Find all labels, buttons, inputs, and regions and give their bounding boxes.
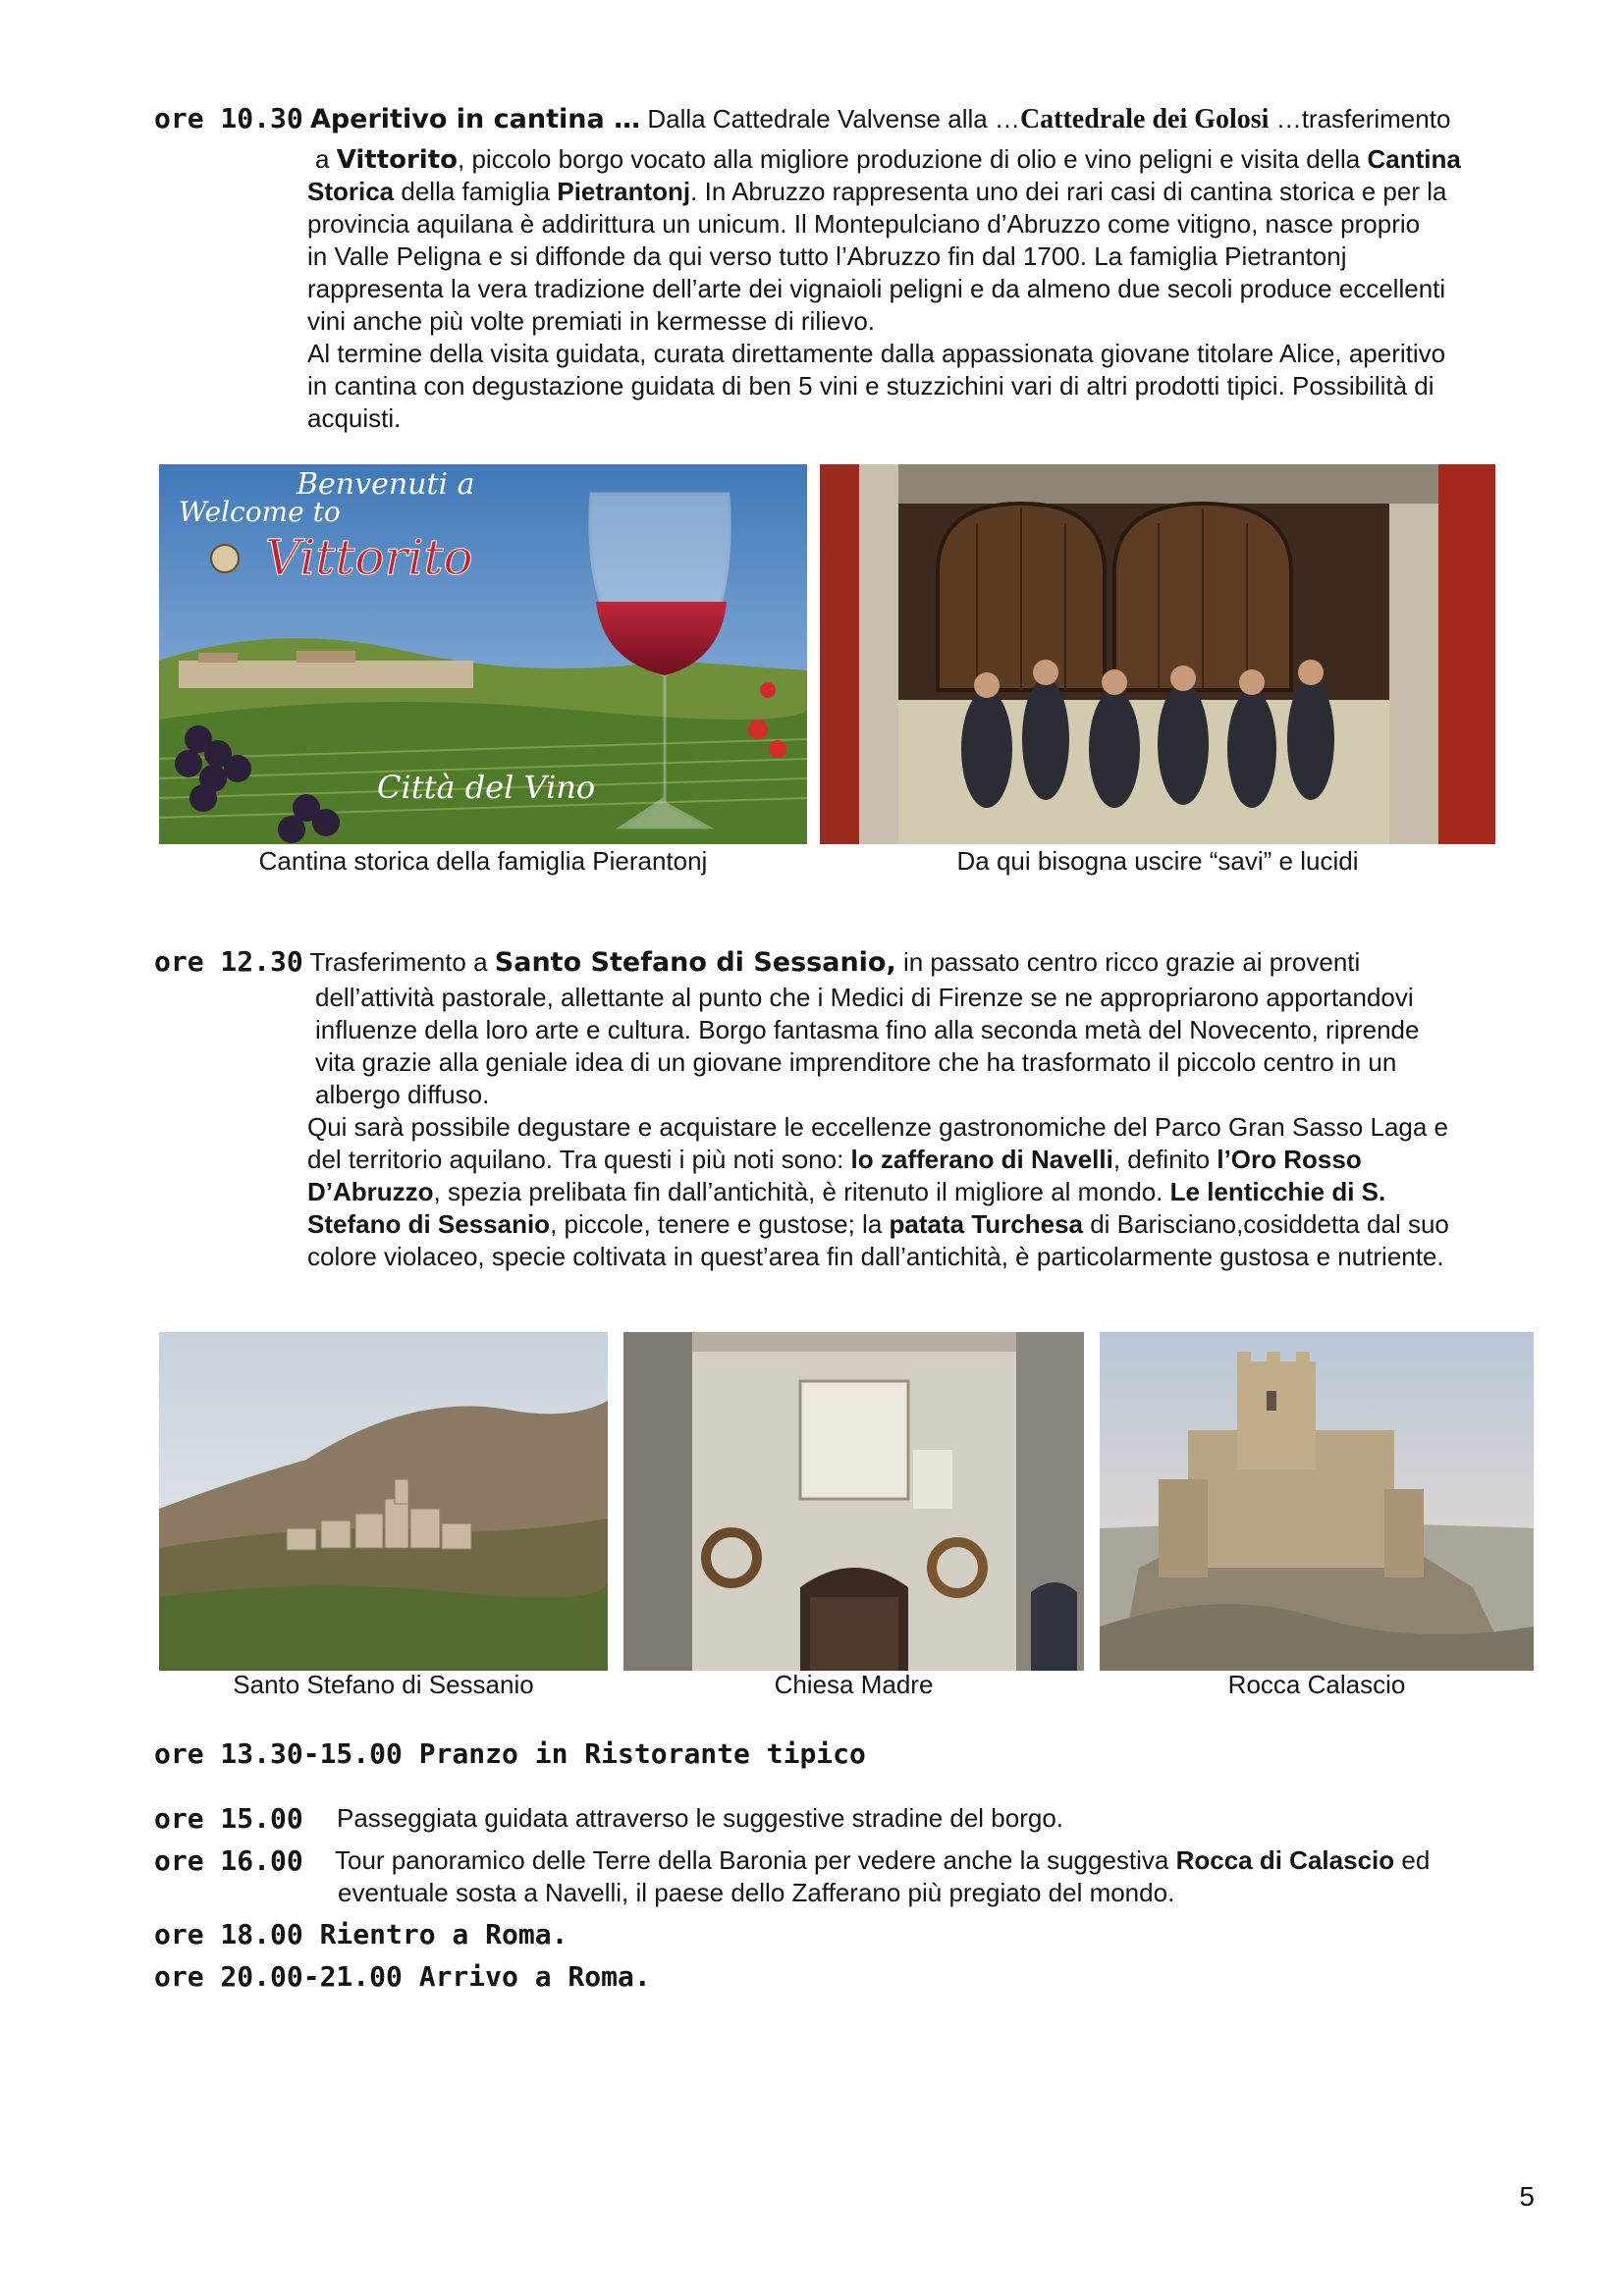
page-number: 5 — [1519, 2181, 1535, 2212]
s2-line-6: Qui sarà possibile degustare e acquistare le eccellenze gastronomiche del Parco Gran Sasso Laga e — [307, 1112, 1449, 1142]
s2-l8a: D’Abruzzo — [307, 1177, 434, 1206]
cellar-visit-image — [820, 464, 1495, 844]
s2-l7c: , definito — [1112, 1145, 1217, 1174]
t15-line — [154, 1802, 303, 1836]
t15-text: Passeggiata guidata attraverso le suggestive stradine del borgo. — [337, 1803, 1064, 1833]
rocca-calascio-image — [1100, 1332, 1534, 1671]
s1-l2a: a — [315, 144, 337, 174]
poster-line1: Benvenuti a — [297, 467, 475, 502]
s2-l9b: , piccole, tenere e gustose; la — [550, 1209, 890, 1239]
s2-l7d: l’Oro Rosso — [1217, 1145, 1362, 1174]
s1-l1c: …trasferimento — [1269, 104, 1451, 133]
s1-line-7: vini anche più volte premiati in kermesse di rilievo. — [307, 306, 876, 336]
s2-line-2: dell’attività pastorale, allettante al punto che i Medici di Firenze se ne appropriarono apportandovi — [315, 983, 1414, 1012]
s1-line-10: acquisti. — [307, 403, 402, 433]
lunch-line — [154, 1737, 866, 1771]
t16c: ed — [1394, 1845, 1431, 1875]
s2-line-9 — [307, 1208, 1449, 1241]
s2-line-7 — [307, 1144, 1362, 1176]
s2-l9c: patata Turchesa — [889, 1209, 1083, 1239]
s1-line-6: rappresenta la vera tradizione dell’arte dei vignaioli peligni e da almeno due secoli produce eccellenti — [307, 274, 1446, 303]
s1-l3a: Storica — [307, 177, 395, 206]
t16a: Tour panoramico delle Terre della Baronia per vedere anche la suggestiva — [335, 1845, 1176, 1875]
t16b: Rocca di Calascio — [1175, 1845, 1395, 1875]
s2-l8b: , spezia prelibata fin dall’antichità, è ritenuto il migliore al mondo. — [433, 1177, 1170, 1206]
s1-l3c: Pietrantonj — [557, 177, 691, 206]
s2-line-1 — [154, 945, 1360, 979]
s1-line-4: provincia aquilana è addirittura un unicum. Il Montepulciano d’Abruzzo come vitigno, nasce proprio — [307, 209, 1421, 239]
s2-line-3: influenze della loro arte e cultura. Borgo fantasma fino alla seconda metà del Novecento, riprende — [315, 1015, 1420, 1044]
s1-l3d: . In Abruzzo rappresenta uno dei rari casi di cantina storica e per la — [690, 177, 1447, 206]
s2-l7b: lo zafferano di Navelli — [850, 1145, 1113, 1174]
t18-text: ore 18.00 Rientro a Roma. — [154, 1918, 568, 1950]
lunch-text: ore 13.30-15.00 Pranzo in Ristorante tipico — [154, 1737, 866, 1770]
s2-line-5: albergo diffuso. — [315, 1080, 490, 1109]
s1-time: ore 10.30 — [154, 102, 303, 134]
s2-l8c: Le lenticchie di S. — [1169, 1177, 1386, 1206]
caption-rocca-calascio: Rocca Calascio — [1227, 1670, 1406, 1699]
s1-line-9: in cantina con degustazione guidata di ben 5 vini e stuzzichini vari di altri prodotti tipici. Possibilità di — [307, 371, 1434, 400]
s2-line-10: colore violaceo, specie coltivata in quest’area fin dall’antichità, è particolarmente gustosa e nutriente. — [307, 1242, 1444, 1271]
s2-l1a: Trasferimento a — [302, 947, 495, 977]
s1-line-1 — [154, 102, 1450, 135]
t18-line — [154, 1918, 568, 1951]
s2-time: ore 12.30 — [154, 945, 303, 978]
vittorito-poster-image — [159, 464, 807, 844]
s1-l1b: Cattedrale dei Golosi — [1019, 104, 1270, 134]
s2-line-8 — [307, 1176, 1385, 1208]
s1-l1a: Dalla Cattedrale Valvense alla … — [640, 104, 1020, 133]
t16-text-2: eventuale sosta a Navelli, il paese dello Zafferano più pregiato del mondo. — [338, 1878, 1175, 1907]
caption-savi: Da qui bisogna uscire “savi” e lucidi — [956, 846, 1359, 876]
s1-l3b: della famiglia — [394, 177, 558, 206]
s1-line-5: in Valle Peligna e si diffonde da qui verso tutto l’Abruzzo fin dal 1700. La famiglia Pietrantonj — [307, 241, 1347, 271]
s1-line-2 — [315, 143, 1461, 177]
s2-l9d: di Barisciano,cosiddetta dal suo — [1083, 1209, 1449, 1239]
poster-town: Vittorito — [265, 529, 473, 586]
s2-l7a: del territorio aquilano. Tra questi i più noti sono: — [307, 1145, 851, 1174]
t20-line — [154, 1960, 651, 1994]
s1-l2b: Vittorito — [336, 145, 459, 175]
s2-l1c: in passato centro ricco grazie ai proventi — [895, 947, 1361, 977]
s2-l9a: Stefano di Sessanio — [307, 1209, 551, 1239]
caption-santo-stefano: Santo Stefano di Sessanio — [233, 1670, 534, 1699]
s1-l2d: Cantina — [1367, 144, 1461, 174]
s1-line-8: Al termine della visita guidata, curata direttamente dalla appassionata giovane titolare Alice, aperitivo — [307, 339, 1446, 368]
s1-l2c: , piccolo borgo vocato alla migliore produzione di olio e vino peligni e visita della — [458, 144, 1368, 174]
t16-line — [154, 1844, 303, 1878]
t16-time: ore 16.00 — [154, 1844, 303, 1877]
t16-text-1 — [335, 1844, 1430, 1877]
poster-line2: Welcome to — [179, 496, 341, 528]
chiesa-madre-image — [623, 1332, 1084, 1671]
t20-text: ore 20.00-21.00 Arrivo a Roma. — [154, 1960, 651, 1993]
poster-tag: Città del Vino — [377, 769, 596, 806]
s1-title: Aperitivo in cantina … — [309, 104, 641, 134]
caption-cantina: Cantina storica della famiglia Pierantonj — [258, 846, 708, 876]
s2-l1b: Santo Stefano di Sessanio, — [494, 947, 896, 978]
t15-time: ore 15.00 — [154, 1802, 303, 1835]
s1-line-3 — [307, 176, 1446, 208]
santo-stefano-image — [159, 1332, 608, 1671]
s2-line-4: vita grazie alla geniale idea di un giovane imprenditore che ha trasformato il piccolo centro in un — [315, 1047, 1397, 1077]
caption-chiesa-madre: Chiesa Madre — [774, 1670, 934, 1699]
